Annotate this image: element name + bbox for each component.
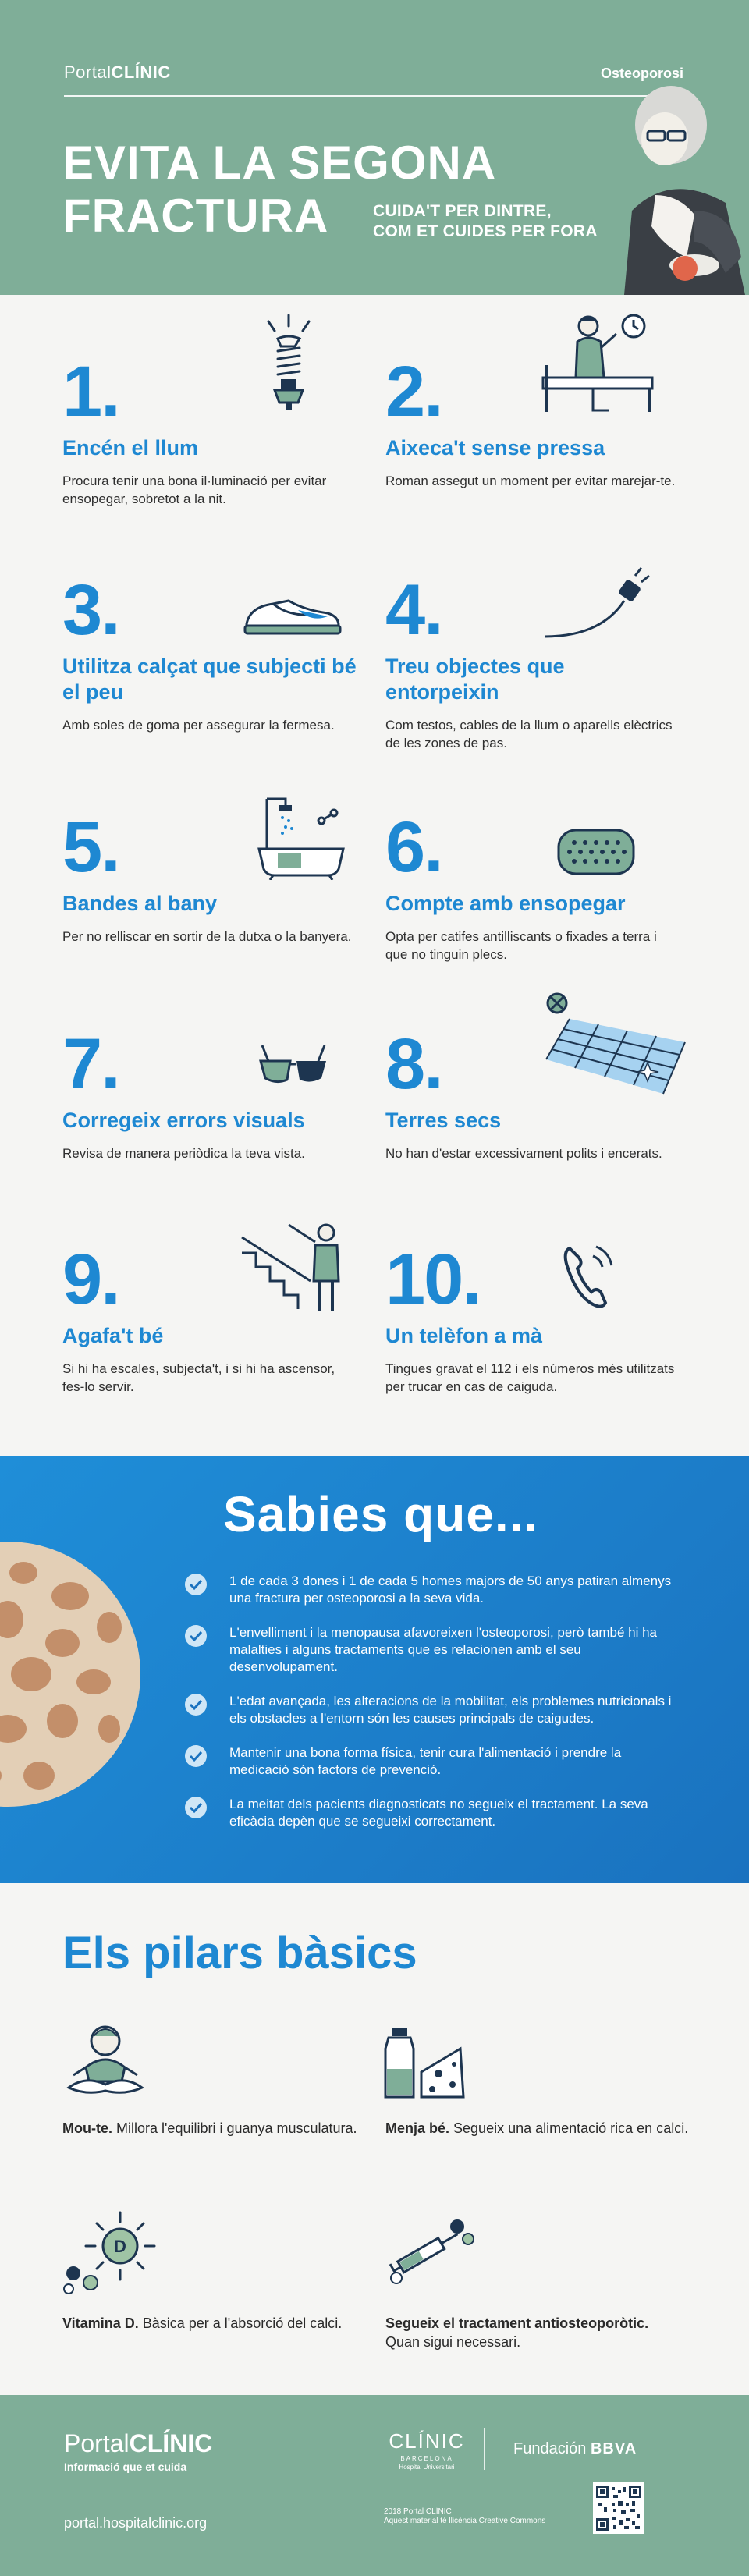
footer bbox=[0, 2395, 749, 2576]
facts-list bbox=[184, 1573, 683, 1847]
footer-url-link[interactable]: portal.hospitalclinic.org bbox=[64, 2515, 208, 2531]
header-brand-logo[interactable] bbox=[64, 62, 171, 83]
glasses-icon bbox=[254, 1038, 332, 1092]
tip-number: 6. bbox=[385, 807, 442, 887]
milk-cheese-icon bbox=[382, 2025, 468, 2100]
syringe-pills-icon bbox=[382, 2216, 476, 2286]
cable-plug-icon bbox=[538, 562, 655, 648]
fundacion-text: Fundación bbox=[513, 2440, 591, 2457]
clinic-hospital: Hospital Universitari bbox=[399, 2464, 455, 2471]
header-banner bbox=[0, 0, 749, 295]
phone-icon bbox=[562, 1240, 616, 1311]
brand-bold: CLÍNIC bbox=[111, 62, 171, 82]
logo-divider bbox=[484, 2428, 485, 2470]
pillar-text: Millora l'equilibri i guanya musculatura. bbox=[112, 2120, 357, 2136]
pillar-eat bbox=[385, 2119, 698, 2138]
tip-description: Roman assegut un moment per evitar marejar-te. bbox=[385, 474, 676, 488]
header-topic: Osteoporosi bbox=[600, 66, 683, 81]
clinic-logo bbox=[384, 2429, 470, 2471]
section-title: Sabies que... bbox=[223, 1486, 539, 1542]
tip-number: 7. bbox=[62, 1024, 119, 1104]
tip-description: Procura tenir una bona il·luminació per evitar ensopegar, sobretot a la nit. bbox=[62, 474, 327, 506]
fact-item bbox=[184, 1744, 683, 1779]
tip-description: Revisa de manera periòdica la teva vista. bbox=[62, 1146, 305, 1161]
vitamin-d-letter: D bbox=[114, 2237, 126, 2256]
pillar-text: Quan sigui necessari. bbox=[385, 2334, 521, 2350]
tip-title: Agafa't bé bbox=[62, 1324, 164, 1347]
tip-description: Tingues gravat el 112 i els números més utilitzats per trucar en cas de caiguda. bbox=[385, 1361, 675, 1394]
page-title-line1: EVITA LA SEGONA bbox=[62, 137, 497, 189]
tip-title: Compte amb ensopegar bbox=[385, 892, 626, 915]
tip-title: Treu objectes que entorpeixin bbox=[385, 655, 565, 704]
check-icon bbox=[184, 1693, 208, 1716]
clinic-name: CLÍNIC bbox=[389, 2429, 465, 2453]
tip-number: 4. bbox=[385, 570, 442, 650]
tip-number: 8. bbox=[385, 1024, 442, 1104]
pillar-text: Bàsica per a l'absorció del calci. bbox=[138, 2315, 343, 2331]
clinic-city: BARCELONA bbox=[400, 2455, 453, 2462]
person-bed-clock-icon bbox=[538, 310, 655, 420]
fact-item bbox=[184, 1573, 683, 1607]
pillar-vitamin-d bbox=[62, 2314, 374, 2333]
shoe-icon bbox=[242, 593, 343, 640]
tip-title: Aixeca't sense pressa bbox=[385, 436, 605, 459]
qr-code-icon[interactable] bbox=[593, 2482, 644, 2534]
check-icon bbox=[184, 1796, 208, 1819]
credits bbox=[384, 2507, 545, 2526]
fact-text: 1 de cada 3 dones i 1 de cada 5 homes majors de 50 anys patiran almenys una fractura per osteoporosi a la seva vida. bbox=[229, 1574, 672, 1606]
check-icon bbox=[184, 1624, 208, 1648]
fact-text: L'edat avançada, les alteracions de la mobilitat, els problemes nutricionals i els obstacles a l'entorn són les causes principals de caigudes. bbox=[229, 1694, 672, 1726]
tip-description: Amb soles de goma per assegurar la fermesa. bbox=[62, 718, 335, 733]
brand-bold: CLÍNIC bbox=[129, 2429, 213, 2457]
tip-title: Terres secs bbox=[385, 1109, 502, 1132]
credit-line: Aquest material té llicència Creative Commons bbox=[384, 2517, 546, 2525]
tip-title: Utilitza calçat que subjecti bé el peu bbox=[62, 655, 357, 704]
tip-number: 1. bbox=[62, 352, 119, 431]
tip-title: Corregeix errors visuals bbox=[62, 1109, 305, 1132]
fact-text: La meitat dels pacients diagnosticats no segueix el tractament. La seva eficàcia depèn que se segueixi correctament. bbox=[229, 1797, 648, 1829]
bone-texture-illustration bbox=[0, 1534, 140, 1815]
did-you-know-section bbox=[0, 1456, 749, 1883]
footer-tagline: Informació que et cuida bbox=[64, 2461, 187, 2473]
brand-light: Portal bbox=[64, 2429, 130, 2457]
tip-title: Bandes al bany bbox=[62, 892, 218, 915]
tip-number: 10. bbox=[385, 1240, 481, 1319]
tip-number: 2. bbox=[385, 352, 442, 431]
pillar-treatment bbox=[385, 2314, 698, 2351]
page-subtitle bbox=[373, 201, 598, 242]
bbva-text: BBVA bbox=[590, 2440, 637, 2457]
page-title-line2: FRACTURA bbox=[62, 190, 329, 242]
subtitle-line1: CUIDA'T PER DINTRE, bbox=[373, 202, 552, 220]
subtitle-line2: COM ET CUIDES PER FORA bbox=[373, 222, 598, 240]
floor-icon bbox=[538, 988, 687, 1097]
pillar-bold: Mou-te. bbox=[62, 2120, 112, 2136]
pillar-move bbox=[62, 2119, 374, 2138]
tip-description: Si hi ha escales, subjecta't, i si hi ha ascensor, fes-lo servir. bbox=[62, 1361, 335, 1394]
fact-item bbox=[184, 1796, 683, 1830]
bathtub-icon bbox=[254, 794, 348, 880]
footer-brand-logo[interactable] bbox=[64, 2429, 212, 2458]
check-icon bbox=[184, 1573, 208, 1596]
meditation-icon bbox=[62, 2021, 148, 2099]
fact-text: L'envelliment i la menopausa afavoreixen l'osteoporosi, però també hi ha malalties i alguns tractaments que es relacionen amb el seu desenvolupament. bbox=[229, 1625, 657, 1674]
lightbulb-icon bbox=[257, 312, 320, 413]
tip-number: 5. bbox=[62, 807, 119, 887]
pillars-title: Els pilars bàsics bbox=[62, 1928, 417, 1978]
pillar-text: Segueix una alimentació rica en calci. bbox=[449, 2120, 689, 2136]
fundacion-bbva-logo bbox=[513, 2440, 637, 2458]
vitamin-d-icon bbox=[62, 2208, 156, 2294]
credit-line: 2018 Portal CLÍNIC bbox=[384, 2507, 452, 2516]
tip-6 bbox=[385, 807, 682, 963]
mat-icon bbox=[556, 827, 637, 877]
tip-number: 3. bbox=[62, 570, 119, 650]
pillar-bold: Menja bé. bbox=[385, 2120, 450, 2136]
tip-description: Opta per catifes antilliscants o fixades a terra i que no tinguin plecs. bbox=[385, 929, 657, 962]
check-icon bbox=[184, 1744, 208, 1768]
tip-description: Com testos, cables de la llum o aparells elèctrics de les zones de pas. bbox=[385, 718, 673, 750]
tip-title: Encén el llum bbox=[62, 436, 199, 459]
fact-item bbox=[184, 1693, 683, 1727]
fact-text: Mantenir una bona forma física, tenir cura l'alimentació i prendre la medicació són factors de prevenció. bbox=[229, 1745, 622, 1777]
fact-item bbox=[184, 1624, 683, 1676]
tip-10 bbox=[385, 1240, 682, 1396]
pillar-bold: Segueix el tractament antiosteoporòtic. bbox=[385, 2315, 649, 2331]
tip-description: No han d'estar excessivament polits i encerats. bbox=[385, 1146, 662, 1161]
tip-number: 9. bbox=[62, 1240, 119, 1319]
tip-description: Per no relliscar en sortir de la dutxa o la banyera. bbox=[62, 929, 352, 944]
stairs-icon bbox=[239, 1222, 348, 1315]
brand-light: Portal bbox=[64, 62, 112, 82]
pillar-bold: Vitamina D. bbox=[62, 2315, 139, 2331]
elderly-woman-illustration bbox=[577, 78, 749, 295]
tip-title: Un telèfon a mà bbox=[385, 1324, 543, 1347]
